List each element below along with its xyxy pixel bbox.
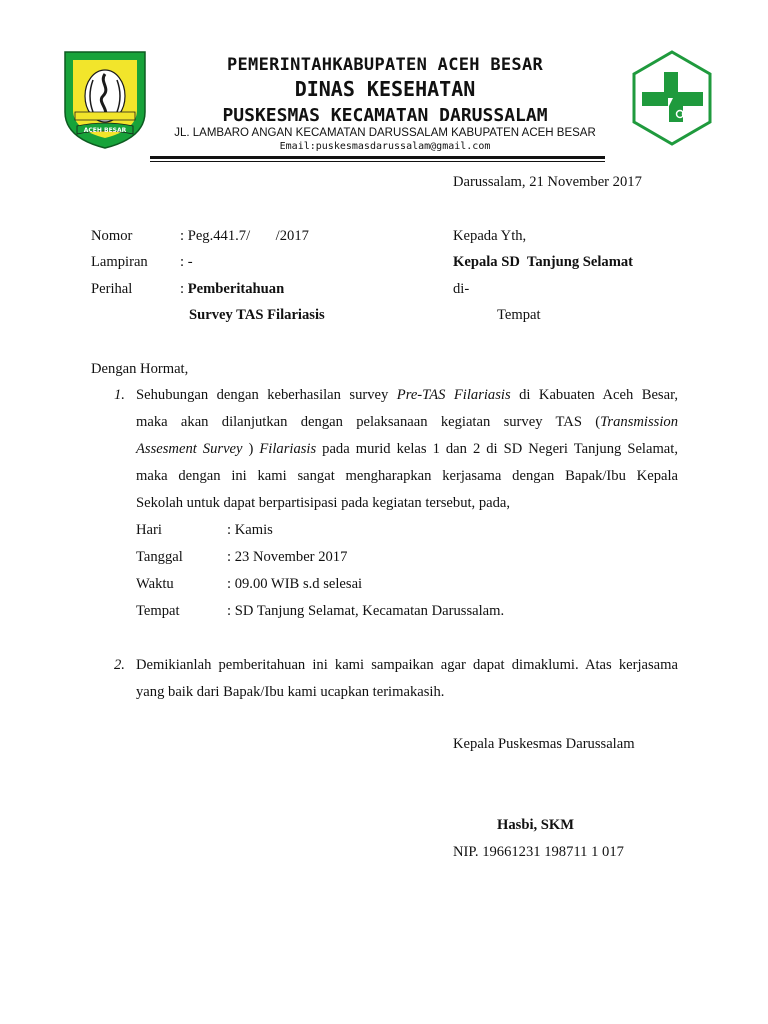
aceh-besar-crest-icon: [63, 50, 147, 150]
letterhead-rule-thin: [150, 161, 605, 162]
signature-nip: NIP. 19661231 198711 1 017: [453, 844, 624, 860]
lampiran-label: Lampiran: [91, 254, 148, 270]
recipient-greeting: Kepada Yth,: [453, 228, 527, 244]
item2-line1: Demikianlah pemberitahuan ini kami sampaikan agar dapat dimaklumi. Atas kerjasama: [136, 657, 678, 673]
perihal-value-line2: Survey TAS Filariasis: [189, 307, 325, 323]
recipient-name: Kepala SD Tanjung Selamat: [453, 254, 634, 270]
salutation: Dengan Hormat,: [91, 361, 189, 377]
signature-title: Kepala Puskesmas Darussalam: [453, 736, 635, 752]
item2-line2: yang baik dari Bapak/Ibu kami ucapkan terimakasih.: [136, 684, 445, 700]
schedule-place-value: : SD Tanjung Selamat, Kecamatan Darussalam.: [227, 603, 505, 619]
letterhead-address: JL. LAMBARO ANGAN KECAMATAN DARUSSALAM KABUPATEN ACEH BESAR: [174, 127, 596, 139]
letterhead-email: Email:puskesmasdarussalam@gmail.com: [279, 141, 491, 152]
item1-line5: Sekolah untuk dapat berpartisipasi pada kegiatan tersebut, pada,: [136, 495, 511, 511]
perihal-label: Perihal: [91, 281, 133, 297]
lampiran-value: : -: [180, 254, 193, 270]
recipient-di: di-: [453, 281, 470, 297]
item1-line2: maka akan dilanjutkan dengan pelaksanaan kegiatan survey TAS (Transmission: [136, 414, 678, 430]
item1-line4: maka dengan ini kami sangat mengharapkan kerjasama dengan Bapak/Ibu Kepala: [136, 468, 678, 484]
schedule-place-label: Tempat: [136, 603, 180, 619]
schedule-day-label: Hari: [136, 522, 162, 538]
schedule-date-value: : 23 November 2017: [227, 549, 348, 565]
item1-line3: Assesment Survey ) Filariasis pada murid kelas 1 dan 2 di SD Negeri Tanjung Selamat,: [136, 441, 678, 457]
item1-number: 1.: [114, 387, 125, 403]
perihal-value: : Pemberitahuan: [180, 281, 285, 297]
letterhead-department: DINAS KESEHATAN: [294, 77, 476, 101]
schedule-time-value: : 09.00 WIB s.d selesai: [227, 576, 363, 592]
letterhead-rule-thick: [150, 156, 605, 159]
item2-number: 2.: [114, 657, 125, 673]
schedule-day-value: : Kamis: [227, 522, 273, 538]
item1-line1: Sehubungan dengan keberhasilan survey Pre-TAS Filariasis di Kabuaten Aceh Besar,: [136, 387, 679, 403]
svg-text:ACEH BESAR: ACEH BESAR: [83, 127, 127, 134]
signature-name: Hasbi, SKM: [497, 817, 575, 833]
schedule-date-label: Tanggal: [136, 549, 183, 565]
recipient-place: Tempat: [497, 307, 541, 323]
schedule-time-label: Waktu: [136, 576, 174, 592]
nomor-label: Nomor: [91, 228, 133, 244]
letter-date: Darussalam, 21 November 2017: [453, 174, 642, 190]
puskesmas-cross-icon: [631, 50, 713, 146]
nomor-value: : Peg.441.7/ /2017: [180, 228, 309, 244]
letterhead-puskesmas: PUSKESMAS KECAMATAN DARUSSALAM: [222, 105, 548, 126]
letterhead-government: PEMERINTAHKABUPATEN ACEH BESAR: [226, 55, 544, 75]
